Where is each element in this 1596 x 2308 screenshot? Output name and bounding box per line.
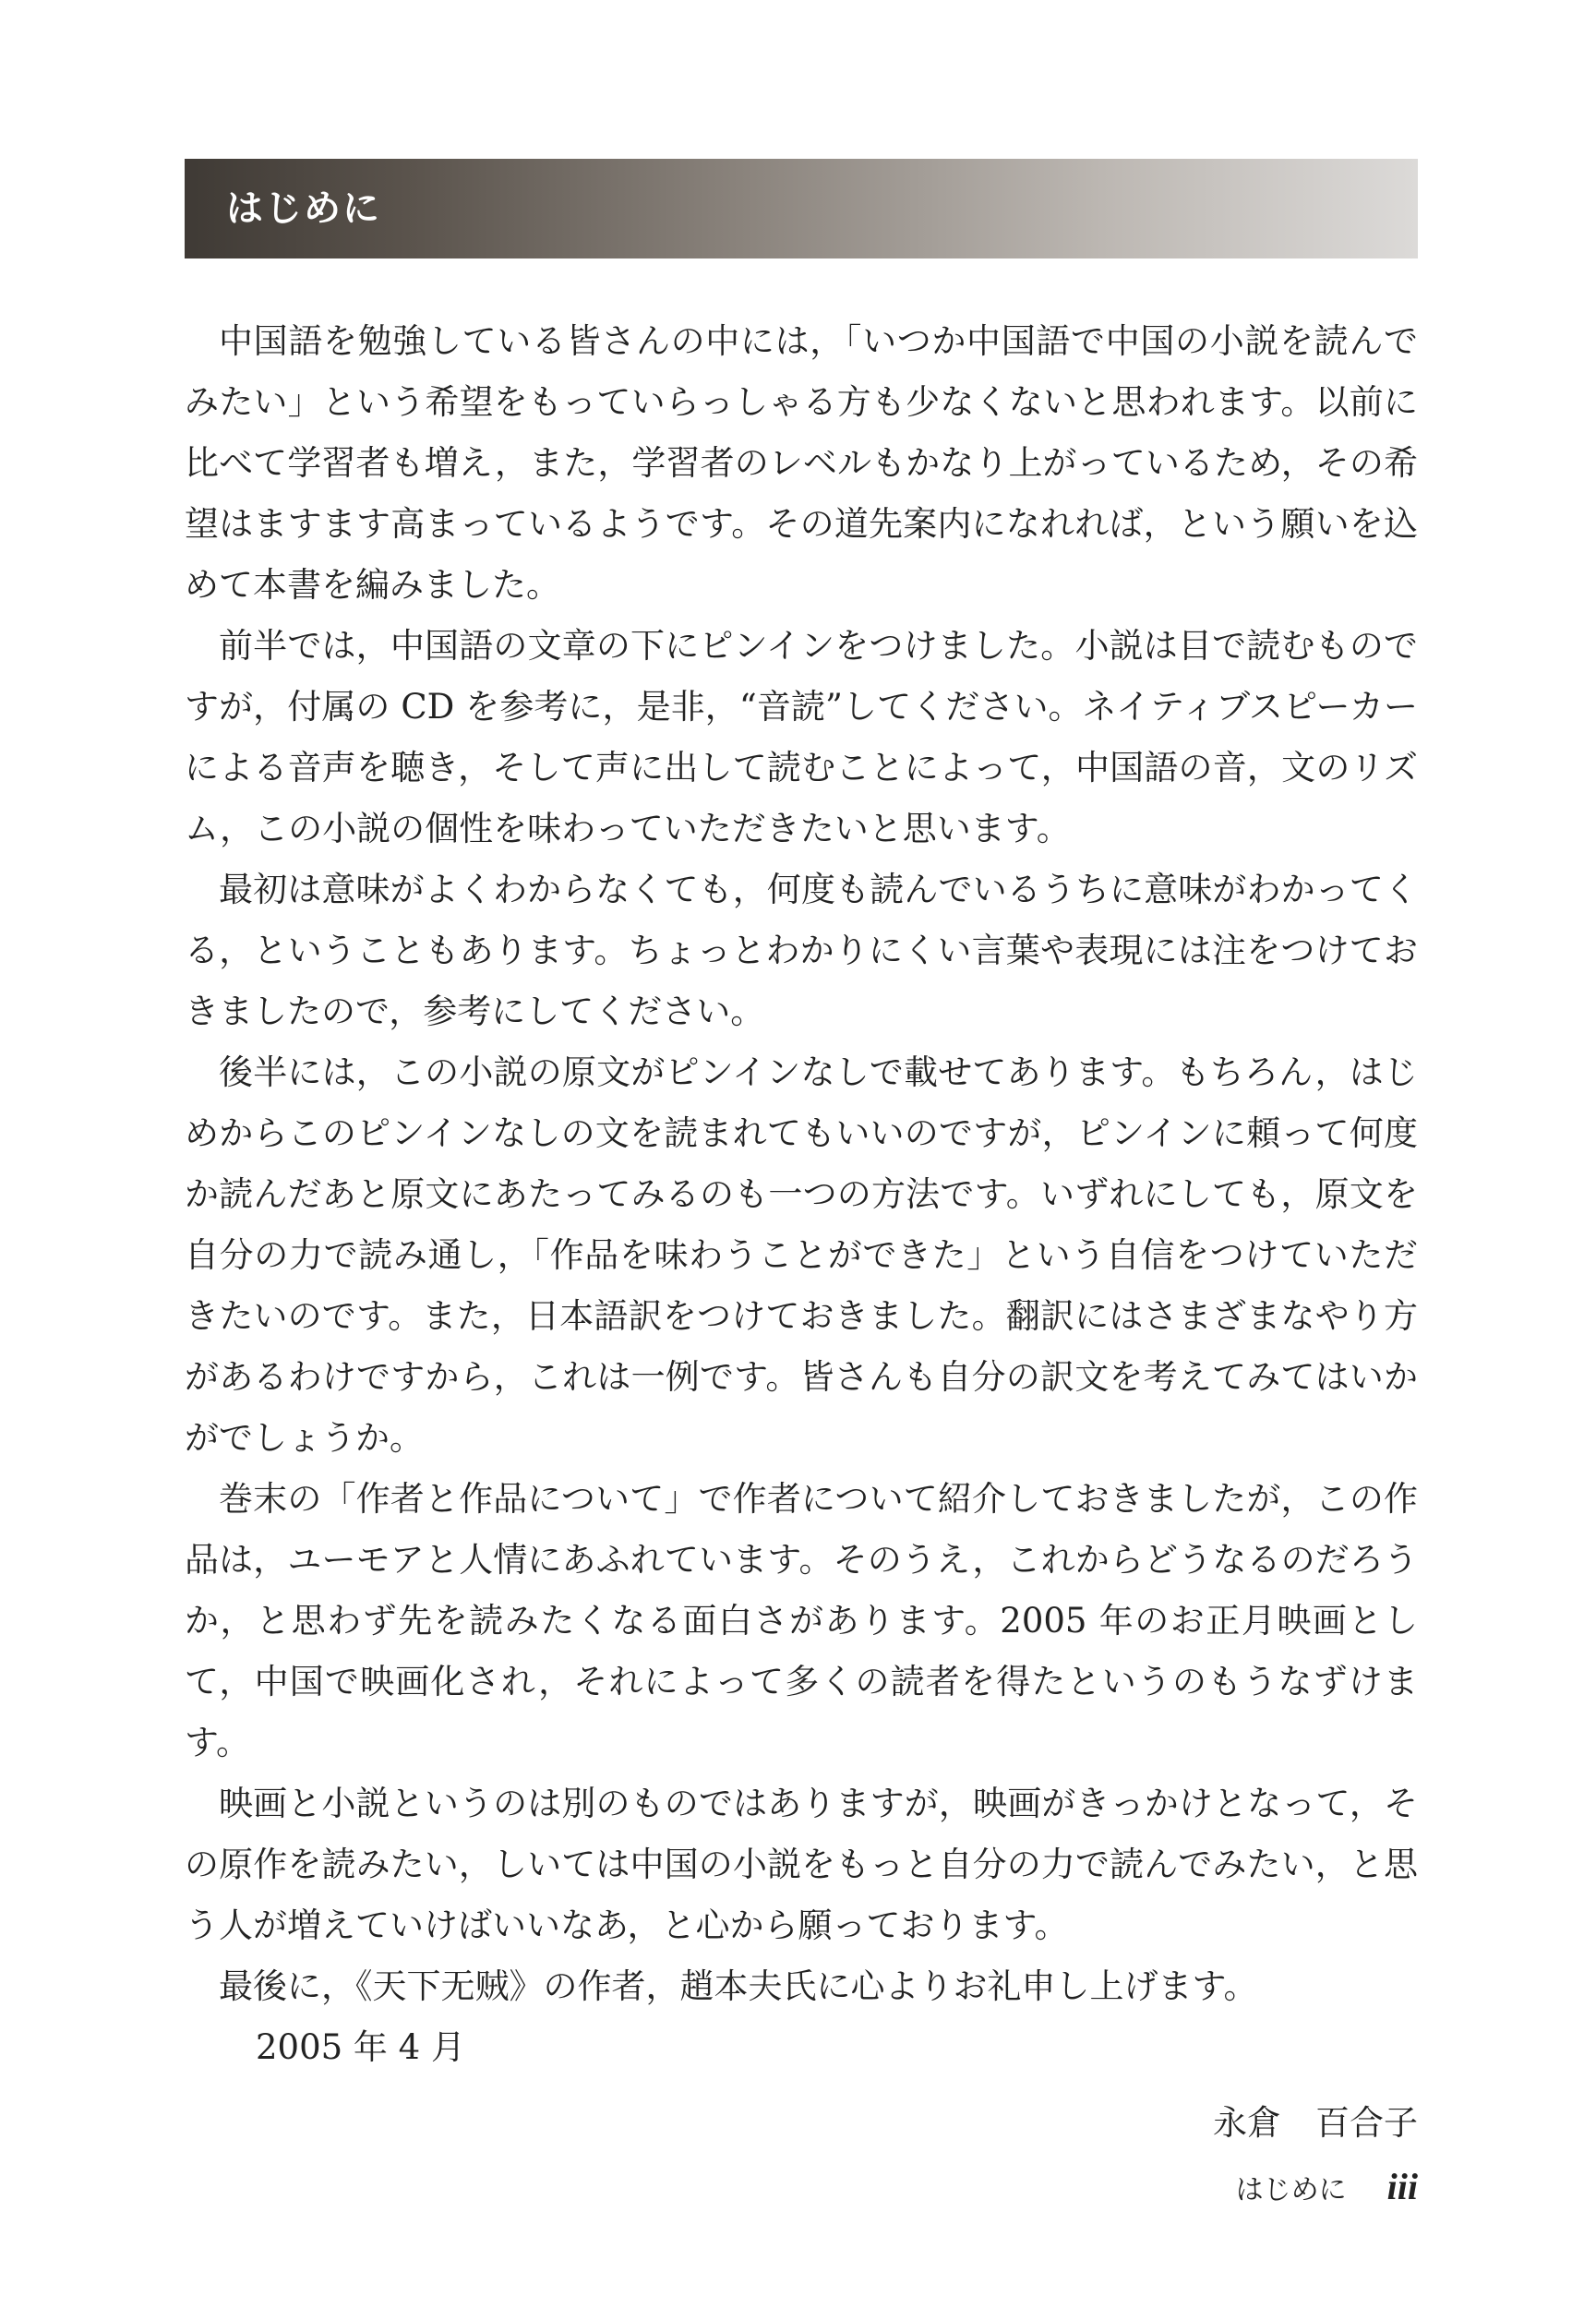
paragraph-7: 最後に，《天下无贼》の作者，趙本夫氏に心よりお礼申し上げます。	[219, 1966, 1258, 2006]
paragraph-3: 最初は意味がよくわからなくても，何度も読んでいるうちに意味がわかってくる，ということもあります。ちょっとわかりにくい言葉や表現には注をつけておきましたので，参考にしてください。	[185, 870, 1418, 1031]
page-footer	[1236, 2165, 1418, 2208]
paragraph-6: 映画と小説というのは別のものではありますが，映画がきっかけとなって，その原作を読みたい，しいては中国の小説をもっと自分の力で読んでみたい，と思う人が増えていけばいいなあ，と心から願っております。	[185, 1784, 1418, 1945]
author-signature: 永倉 百合子	[1213, 2103, 1418, 2143]
body-text	[185, 311, 1418, 2154]
chapter-header-bar	[185, 159, 1418, 258]
paragraph-1: 中国語を勉強している皆さんの中には，「いつか中国語で中国の小説を読んでみたい」という希望をもっていらっしゃる方も少なくないと思われます。以前に比べて学習者も増え，また，学習者のレベルもかなり上がっているため，その希望はますます高まっているようです。その道先案内になれれば，という願いを込めて本書を編みました。	[185, 321, 1418, 605]
running-footer-label: はじめに	[1235, 2174, 1347, 2206]
paragraph-5: 巻末の「作者と作品について」で作者について紹介しておきましたが，この作品は，ユーモアと人情にあふれています。そのうえ，これからどうなるのだろうか，と思わず先を読みたくなる面白さがあります。2005 年のお正月映画として，中国で映画化され，それによって多くの読者を得たというのもうなずけます。	[185, 1479, 1418, 1762]
paragraph-2: 前半では，中国語の文章の下にピンインをつけました。小説は目で読むものですが，付属の CD を参考に，是非，“音読”してください。ネイティブスピーカーによる音声を聴き，そして声に出して読むことによって，中国語の音，文のリズム，この小説の個性を味わっていただきたいと思います。	[185, 626, 1418, 848]
date-line: 2005 年 4 月	[256, 2027, 465, 2067]
paragraph-4: 後半には，この小説の原文がピンインなしで載せてあります。もちろん，はじめからこのピンインなしの文を読まれてもいいのですが，ピンインに頼って何度か読んだあと原文にあたってみるのも一つの方法です。いずれにしても，原文を自分の力で読み通し，「作品を味わうことができた」という自信をつけていただきたいのです。また，日本語訳をつけておきました。翻訳にはさまざまなやり方があるわけですから，これは一例です。皆さんも自分の訳文を考えてみてはいかがでしょうか。	[185, 1052, 1418, 1458]
page-number: iii	[1386, 2166, 1418, 2207]
chapter-title: はじめに	[226, 187, 381, 230]
